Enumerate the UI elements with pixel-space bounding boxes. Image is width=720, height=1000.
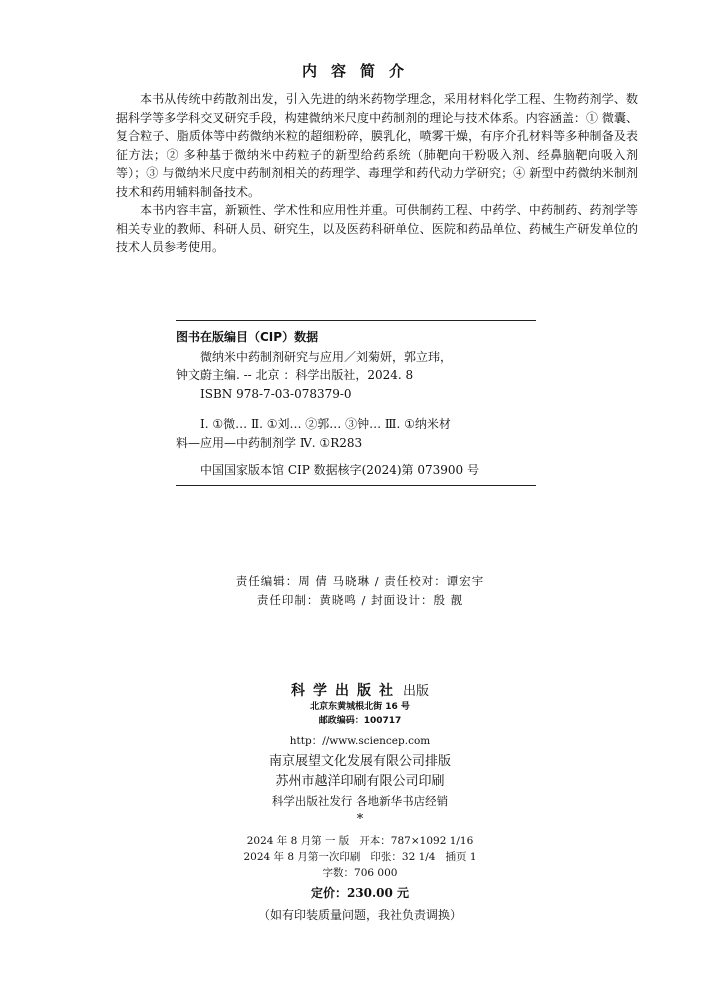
cip-heading: 图书在版编目（CIP）数据	[176, 330, 319, 344]
cip-editor-line: 钟文蔚主编. -- 北京 ：科学出版社，2024. 8	[176, 368, 414, 382]
word-count: 字数：706 000	[322, 867, 398, 879]
cip-title-line: 微纳米中药制剂研究与应用／刘菊妍，郭立玮，	[200, 349, 453, 364]
summary-paragraph-1: 本书从传统中药散剂出发，引入先进的纳米药物学理念，采用材料化学工程、生物药剂学、数据科学等多学科交叉研究手段，构建微纳米尺度中药制剂的理论与技术体系。内容涵盖：① 微囊、复合粒子、脂质体等中药微纳米粒的超细粉碎，膜乳化，喷雾干燥，有序介孔材料等多种制备及表征方法；② 多种基于微纳米中药粒子的新型给药系统（肺靶向干粉吸入剂、经鼻脑靶向吸入剂等）；③ 与微纳米尺度中药制剂相关的药理学、毒理学和药代动力学研究；④ 新型中药微纳米制剂技术和药用辅料制备技术。	[116, 92, 638, 199]
cip-block	[176, 328, 536, 452]
cip-bottom-rule	[176, 485, 536, 486]
sheets: 印张：32 1/4	[370, 851, 436, 863]
book-summary	[116, 90, 638, 257]
quality-notice: （如有印装质量问题，我社负责调换）	[257, 908, 462, 922]
typesetter: 南京展望文化发展有限公司排版	[268, 754, 451, 769]
page-title: 内容简介	[301, 62, 418, 80]
summary-paragraph-2: 本书内容丰富，新颖性、学术性和应用性并重。可供制药工程、中药学、中药制药、药剂学等相关专业的教师、科研人员、研究生，以及医药科研单位、医院和药品单位、药械生产研发单位的技术人员参考使用。	[116, 203, 638, 254]
publisher-postcode: 邮政编码：100717	[318, 716, 402, 726]
price: 定价：230.00 元	[310, 886, 410, 900]
publisher-url: http：//www.sciencep.com	[289, 735, 431, 747]
print-specs	[0, 833, 720, 881]
publisher-name: 科学出版社	[290, 683, 401, 699]
cip-isbn: ISBN 978-7-03-078379-0	[200, 386, 352, 401]
cip-top-rule	[176, 320, 536, 321]
publisher-block	[0, 680, 720, 810]
publisher-address: 北京东黄城根北街 16 号	[310, 702, 410, 712]
printing: 2024 年 8 月第一次印刷	[243, 851, 361, 863]
cip-national-number: 中国国家版本馆 CIP 数据核字(2024)第 073900 号	[200, 463, 479, 477]
publisher-suffix: 出版	[402, 684, 429, 699]
separator-star: *	[356, 812, 364, 827]
cip-classification-2: 料—应用—中药制剂学 Ⅳ. ①R283	[176, 435, 363, 450]
inserts: 插页 1	[445, 851, 477, 863]
distribution: 科学出版社发行 各地新华书店经销	[271, 794, 449, 808]
edition: 2024 年 8 月第 一 版	[246, 835, 350, 847]
printer: 苏州市越洋印刷有限公司印刷	[275, 774, 445, 789]
editorial-credits	[0, 572, 720, 610]
credits-line-1: 责任编辑：周 倩 马晓琳 / 责任校对：谭宏宇	[235, 574, 485, 588]
cip-classification-1: Ⅰ. ①微… Ⅱ. ①刘… ②郭… ③钟… Ⅲ. ①纳米材	[200, 417, 451, 431]
format: 开本：787×1092 1/16	[359, 835, 474, 847]
credits-line-2: 责任印制：黄晓鸣 / 封面设计：殷 靓	[256, 593, 464, 607]
